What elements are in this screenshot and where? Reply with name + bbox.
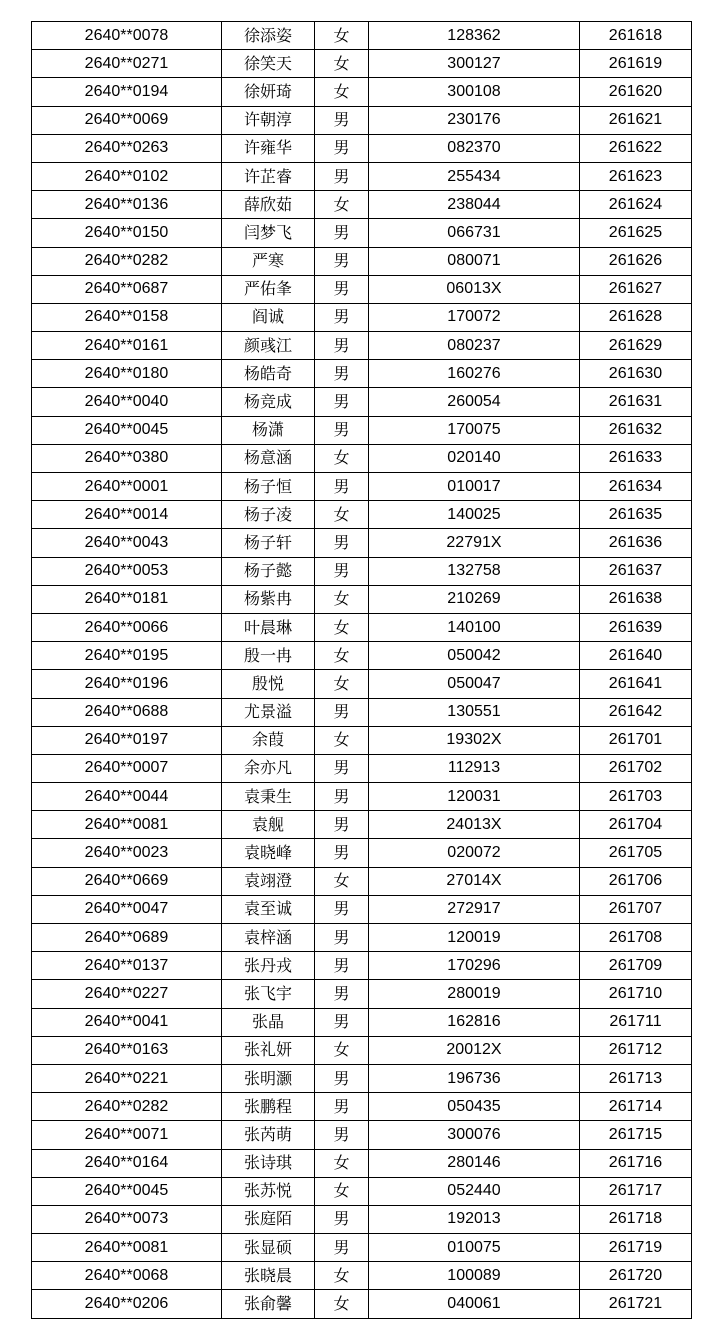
name-cell: 杨竞成 (222, 388, 315, 416)
name-cell: 闫梦飞 (222, 219, 315, 247)
gender-cell: 男 (315, 698, 369, 726)
table-row (32, 980, 692, 1008)
gender-cell: 男 (315, 1008, 369, 1036)
name-cell: 严寒 (222, 247, 315, 275)
table-row (32, 867, 692, 895)
id-number-cell: 2640**0180 (32, 360, 222, 388)
id-number-cell: 2640**0150 (32, 219, 222, 247)
name-cell: 杨皓奇 (222, 360, 315, 388)
id-suffix-cell: 010017 (369, 473, 580, 501)
seat-number-cell: 261713 (580, 1064, 692, 1092)
seat-number-cell: 261704 (580, 811, 692, 839)
name-cell: 叶晨琳 (222, 613, 315, 641)
table-row (32, 50, 692, 78)
gender-cell: 男 (315, 275, 369, 303)
id-number-cell: 2640**0069 (32, 106, 222, 134)
seat-number-cell: 261618 (580, 22, 692, 50)
name-cell: 张芮萌 (222, 1121, 315, 1149)
name-cell: 杨子轩 (222, 529, 315, 557)
id-number-cell: 2640**0689 (32, 924, 222, 952)
id-number-cell: 2640**0047 (32, 895, 222, 923)
seat-number-cell: 261623 (580, 162, 692, 190)
seat-number-cell: 261622 (580, 134, 692, 162)
seat-number-cell: 261710 (580, 980, 692, 1008)
name-cell: 张礼妍 (222, 1036, 315, 1064)
gender-cell: 男 (315, 134, 369, 162)
gender-cell: 女 (315, 670, 369, 698)
id-number-cell: 2640**0043 (32, 529, 222, 557)
seat-number-cell: 261629 (580, 332, 692, 360)
seat-number-cell: 261631 (580, 388, 692, 416)
table-row (32, 585, 692, 613)
seat-number-cell: 261628 (580, 303, 692, 331)
name-cell: 杨子懿 (222, 557, 315, 585)
table-row (32, 247, 692, 275)
gender-cell: 女 (315, 726, 369, 754)
id-suffix-cell: 196736 (369, 1064, 580, 1092)
id-suffix-cell: 300127 (369, 50, 580, 78)
id-number-cell: 2640**0044 (32, 783, 222, 811)
id-suffix-cell: 130551 (369, 698, 580, 726)
table-row (32, 1036, 692, 1064)
gender-cell: 男 (315, 783, 369, 811)
id-suffix-cell: 132758 (369, 557, 580, 585)
seat-number-cell: 261624 (580, 191, 692, 219)
name-cell: 袁晓峰 (222, 839, 315, 867)
id-suffix-cell: 260054 (369, 388, 580, 416)
id-number-cell: 2640**0068 (32, 1262, 222, 1290)
gender-cell: 女 (315, 444, 369, 472)
id-suffix-cell: 120031 (369, 783, 580, 811)
table-row (32, 78, 692, 106)
id-suffix-cell: 050042 (369, 642, 580, 670)
name-cell: 徐妍琦 (222, 78, 315, 106)
table-row (32, 557, 692, 585)
seat-number-cell: 261636 (580, 529, 692, 557)
name-cell: 余亦凡 (222, 754, 315, 782)
gender-cell: 女 (315, 1149, 369, 1177)
name-cell: 徐笑天 (222, 50, 315, 78)
name-cell: 张俞馨 (222, 1290, 315, 1318)
name-cell: 严佑夆 (222, 275, 315, 303)
table-row (32, 1262, 692, 1290)
gender-cell: 女 (315, 22, 369, 50)
id-number-cell: 2640**0263 (32, 134, 222, 162)
id-suffix-cell: 050047 (369, 670, 580, 698)
id-suffix-cell: 280146 (369, 1149, 580, 1177)
id-suffix-cell: 128362 (369, 22, 580, 50)
gender-cell: 女 (315, 1290, 369, 1318)
id-number-cell: 2640**0282 (32, 247, 222, 275)
id-suffix-cell: 06013X (369, 275, 580, 303)
id-suffix-cell: 20012X (369, 1036, 580, 1064)
id-suffix-cell: 140100 (369, 613, 580, 641)
gender-cell: 男 (315, 952, 369, 980)
name-cell: 张显硕 (222, 1234, 315, 1262)
id-suffix-cell: 120019 (369, 924, 580, 952)
id-number-cell: 2640**0195 (32, 642, 222, 670)
seat-number-cell: 261721 (580, 1290, 692, 1318)
table-row (32, 360, 692, 388)
seat-number-cell: 261711 (580, 1008, 692, 1036)
id-suffix-cell: 170072 (369, 303, 580, 331)
gender-cell: 女 (315, 585, 369, 613)
gender-cell: 男 (315, 1121, 369, 1149)
gender-cell: 男 (315, 303, 369, 331)
table-row (32, 1149, 692, 1177)
seat-number-cell: 261709 (580, 952, 692, 980)
table-row (32, 444, 692, 472)
seat-number-cell: 261632 (580, 416, 692, 444)
gender-cell: 男 (315, 557, 369, 585)
gender-cell: 女 (315, 191, 369, 219)
gender-cell: 男 (315, 416, 369, 444)
name-cell: 袁秉生 (222, 783, 315, 811)
table-row (32, 134, 692, 162)
gender-cell: 男 (315, 811, 369, 839)
seat-number-cell: 261716 (580, 1149, 692, 1177)
id-suffix-cell: 280019 (369, 980, 580, 1008)
seat-number-cell: 261705 (580, 839, 692, 867)
id-number-cell: 2640**0001 (32, 473, 222, 501)
seat-number-cell: 261717 (580, 1177, 692, 1205)
table-row (32, 501, 692, 529)
id-suffix-cell: 192013 (369, 1205, 580, 1233)
id-number-cell: 2640**0071 (32, 1121, 222, 1149)
id-number-cell: 2640**0137 (32, 952, 222, 980)
id-number-cell: 2640**0194 (32, 78, 222, 106)
id-number-cell: 2640**0081 (32, 811, 222, 839)
name-cell: 杨子恒 (222, 473, 315, 501)
table-row (32, 1064, 692, 1092)
name-cell: 杨潇 (222, 416, 315, 444)
name-cell: 杨意涵 (222, 444, 315, 472)
name-cell: 殷一冉 (222, 642, 315, 670)
name-cell: 张飞宇 (222, 980, 315, 1008)
table-row (32, 895, 692, 923)
gender-cell: 男 (315, 219, 369, 247)
id-suffix-cell: 050435 (369, 1093, 580, 1121)
name-cell: 张晶 (222, 1008, 315, 1036)
id-suffix-cell: 24013X (369, 811, 580, 839)
name-cell: 张丹戎 (222, 952, 315, 980)
id-number-cell: 2640**0197 (32, 726, 222, 754)
id-number-cell: 2640**0053 (32, 557, 222, 585)
table-row (32, 162, 692, 190)
id-suffix-cell: 22791X (369, 529, 580, 557)
seat-number-cell: 261720 (580, 1262, 692, 1290)
id-suffix-cell: 080237 (369, 332, 580, 360)
seat-number-cell: 261619 (580, 50, 692, 78)
table-row (32, 219, 692, 247)
seat-number-cell: 261639 (580, 613, 692, 641)
name-cell: 阎诚 (222, 303, 315, 331)
name-cell: 薛欣茹 (222, 191, 315, 219)
id-number-cell: 2640**0102 (32, 162, 222, 190)
id-suffix-cell: 066731 (369, 219, 580, 247)
id-number-cell: 2640**0196 (32, 670, 222, 698)
id-suffix-cell: 112913 (369, 754, 580, 782)
table-row (32, 1234, 692, 1262)
id-number-cell: 2640**0078 (32, 22, 222, 50)
table-row (32, 473, 692, 501)
gender-cell: 女 (315, 642, 369, 670)
id-number-cell: 2640**0081 (32, 1234, 222, 1262)
id-suffix-cell: 230176 (369, 106, 580, 134)
id-suffix-cell: 162816 (369, 1008, 580, 1036)
id-suffix-cell: 020072 (369, 839, 580, 867)
id-number-cell: 2640**0040 (32, 388, 222, 416)
id-number-cell: 2640**0380 (32, 444, 222, 472)
seat-number-cell: 261642 (580, 698, 692, 726)
gender-cell: 女 (315, 1036, 369, 1064)
id-suffix-cell: 19302X (369, 726, 580, 754)
id-number-cell: 2640**0066 (32, 613, 222, 641)
name-cell: 许朝淳 (222, 106, 315, 134)
table-row (32, 726, 692, 754)
id-number-cell: 2640**0181 (32, 585, 222, 613)
seat-number-cell: 261719 (580, 1234, 692, 1262)
seat-number-cell: 261634 (580, 473, 692, 501)
seat-number-cell: 261638 (580, 585, 692, 613)
seat-number-cell: 261633 (580, 444, 692, 472)
id-number-cell: 2640**0023 (32, 839, 222, 867)
name-cell: 杨紫冉 (222, 585, 315, 613)
id-suffix-cell: 272917 (369, 895, 580, 923)
seat-number-cell: 261640 (580, 642, 692, 670)
name-cell: 袁翊澄 (222, 867, 315, 895)
id-number-cell: 2640**0206 (32, 1290, 222, 1318)
table-row (32, 1290, 692, 1318)
id-suffix-cell: 140025 (369, 501, 580, 529)
id-suffix-cell: 010075 (369, 1234, 580, 1262)
id-suffix-cell: 160276 (369, 360, 580, 388)
name-cell: 袁至诚 (222, 895, 315, 923)
gender-cell: 男 (315, 106, 369, 134)
id-number-cell: 2640**0045 (32, 416, 222, 444)
name-cell: 许雍华 (222, 134, 315, 162)
id-number-cell: 2640**0163 (32, 1036, 222, 1064)
id-number-cell: 2640**0041 (32, 1008, 222, 1036)
name-cell: 袁舰 (222, 811, 315, 839)
id-suffix-cell: 170296 (369, 952, 580, 980)
seat-number-cell: 261703 (580, 783, 692, 811)
name-cell: 张庭陌 (222, 1205, 315, 1233)
name-cell: 徐添姿 (222, 22, 315, 50)
id-suffix-cell: 170075 (369, 416, 580, 444)
table-row (32, 1008, 692, 1036)
gender-cell: 女 (315, 50, 369, 78)
table-row (32, 952, 692, 980)
gender-cell: 男 (315, 247, 369, 275)
seat-number-cell: 261641 (580, 670, 692, 698)
id-number-cell: 2640**0045 (32, 1177, 222, 1205)
seat-number-cell: 261637 (580, 557, 692, 585)
name-cell: 张鹏程 (222, 1093, 315, 1121)
id-suffix-cell: 300108 (369, 78, 580, 106)
id-suffix-cell: 300076 (369, 1121, 580, 1149)
name-cell: 许芷睿 (222, 162, 315, 190)
table-row (32, 811, 692, 839)
seat-number-cell: 261627 (580, 275, 692, 303)
table-row (32, 642, 692, 670)
id-suffix-cell: 082370 (369, 134, 580, 162)
gender-cell: 男 (315, 360, 369, 388)
table-row (32, 670, 692, 698)
seat-number-cell: 261625 (580, 219, 692, 247)
seat-number-cell: 261714 (580, 1093, 692, 1121)
name-cell: 余葭 (222, 726, 315, 754)
gender-cell: 男 (315, 162, 369, 190)
table-row (32, 22, 692, 50)
name-cell: 张明灏 (222, 1064, 315, 1092)
table-row (32, 1205, 692, 1233)
gender-cell: 男 (315, 924, 369, 952)
table-row (32, 924, 692, 952)
gender-cell: 男 (315, 1064, 369, 1092)
id-number-cell: 2640**0688 (32, 698, 222, 726)
seat-number-cell: 261718 (580, 1205, 692, 1233)
id-number-cell: 2640**0164 (32, 1149, 222, 1177)
gender-cell: 男 (315, 529, 369, 557)
student-list-table (31, 21, 692, 1319)
student-list-table-wrapper (31, 21, 691, 1319)
table-row (32, 303, 692, 331)
gender-cell: 女 (315, 867, 369, 895)
seat-number-cell: 261701 (580, 726, 692, 754)
id-number-cell: 2640**0221 (32, 1064, 222, 1092)
gender-cell: 男 (315, 1093, 369, 1121)
gender-cell: 男 (315, 754, 369, 782)
table-row (32, 613, 692, 641)
table-row (32, 698, 692, 726)
table-row (32, 106, 692, 134)
seat-number-cell: 261635 (580, 501, 692, 529)
id-suffix-cell: 020140 (369, 444, 580, 472)
name-cell: 颜彧江 (222, 332, 315, 360)
name-cell: 尤景溢 (222, 698, 315, 726)
seat-number-cell: 261626 (580, 247, 692, 275)
table-row (32, 1177, 692, 1205)
name-cell: 张苏悦 (222, 1177, 315, 1205)
name-cell: 杨子凌 (222, 501, 315, 529)
id-number-cell: 2640**0014 (32, 501, 222, 529)
id-suffix-cell: 080071 (369, 247, 580, 275)
name-cell: 张晓晨 (222, 1262, 315, 1290)
table-row (32, 529, 692, 557)
table-row (32, 332, 692, 360)
gender-cell: 男 (315, 388, 369, 416)
seat-number-cell: 261706 (580, 867, 692, 895)
id-number-cell: 2640**0687 (32, 275, 222, 303)
gender-cell: 男 (315, 1234, 369, 1262)
table-row (32, 275, 692, 303)
seat-number-cell: 261712 (580, 1036, 692, 1064)
seat-number-cell: 261707 (580, 895, 692, 923)
table-row (32, 839, 692, 867)
seat-number-cell: 261715 (580, 1121, 692, 1149)
gender-cell: 男 (315, 332, 369, 360)
id-suffix-cell: 238044 (369, 191, 580, 219)
id-number-cell: 2640**0282 (32, 1093, 222, 1121)
seat-number-cell: 261708 (580, 924, 692, 952)
gender-cell: 男 (315, 473, 369, 501)
id-number-cell: 2640**0136 (32, 191, 222, 219)
table-row (32, 416, 692, 444)
seat-number-cell: 261620 (580, 78, 692, 106)
gender-cell: 女 (315, 78, 369, 106)
gender-cell: 男 (315, 839, 369, 867)
table-body (32, 22, 692, 1319)
table-row (32, 754, 692, 782)
gender-cell: 女 (315, 613, 369, 641)
id-number-cell: 2640**0669 (32, 867, 222, 895)
gender-cell: 女 (315, 1177, 369, 1205)
table-row (32, 191, 692, 219)
name-cell: 张诗琪 (222, 1149, 315, 1177)
table-row (32, 388, 692, 416)
name-cell: 殷悦 (222, 670, 315, 698)
seat-number-cell: 261621 (580, 106, 692, 134)
id-number-cell: 2640**0161 (32, 332, 222, 360)
name-cell: 袁梓涵 (222, 924, 315, 952)
id-suffix-cell: 27014X (369, 867, 580, 895)
table-row (32, 1121, 692, 1149)
id-suffix-cell: 052440 (369, 1177, 580, 1205)
seat-number-cell: 261630 (580, 360, 692, 388)
gender-cell: 女 (315, 1262, 369, 1290)
gender-cell: 男 (315, 980, 369, 1008)
id-number-cell: 2640**0007 (32, 754, 222, 782)
id-suffix-cell: 040061 (369, 1290, 580, 1318)
table-row (32, 783, 692, 811)
id-suffix-cell: 210269 (369, 585, 580, 613)
table-row (32, 1093, 692, 1121)
id-number-cell: 2640**0158 (32, 303, 222, 331)
gender-cell: 女 (315, 501, 369, 529)
gender-cell: 男 (315, 895, 369, 923)
seat-number-cell: 261702 (580, 754, 692, 782)
id-number-cell: 2640**0227 (32, 980, 222, 1008)
id-suffix-cell: 255434 (369, 162, 580, 190)
id-suffix-cell: 100089 (369, 1262, 580, 1290)
id-number-cell: 2640**0271 (32, 50, 222, 78)
gender-cell: 男 (315, 1205, 369, 1233)
id-number-cell: 2640**0073 (32, 1205, 222, 1233)
